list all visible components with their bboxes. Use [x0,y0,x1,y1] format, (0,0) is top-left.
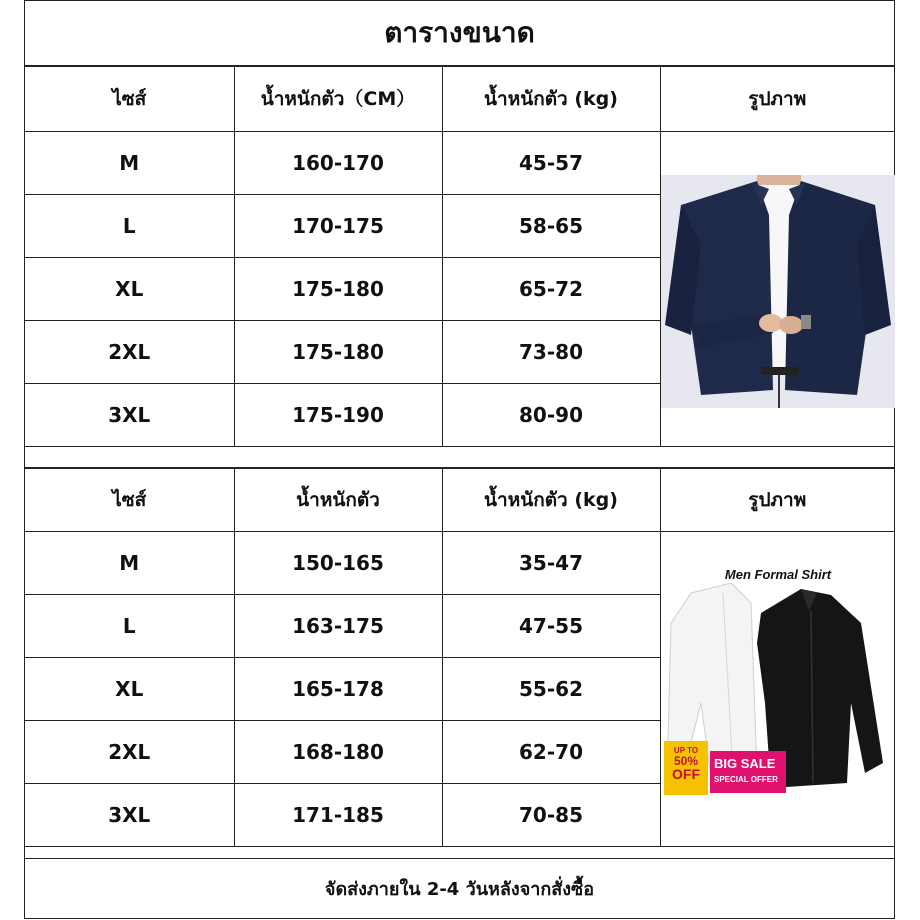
height-cell: 165-178 [234,658,442,721]
height-cell: 160-170 [234,132,442,195]
weight-cell: 58-65 [442,195,660,258]
sale-subtitle: SPECIAL OFFER [714,775,778,784]
badge-up-to: UP TO [673,746,699,755]
shirt-caption: Men Formal Shirt [724,567,832,582]
discount-badge [664,741,708,795]
sale-title: BIG SALE [714,756,776,771]
weight-cell: 73-80 [442,321,660,384]
weight-cell: 47-55 [442,595,660,658]
height-cell: 163-175 [234,595,442,658]
size-cell: 2XL [25,321,234,384]
weight-cell: 80-90 [442,384,660,447]
size-cell: 3XL [25,784,234,847]
size-cell: 2XL [25,721,234,784]
badge-percent: 50% [673,754,699,768]
height-cell: 175-190 [234,384,442,447]
size-cell: M [25,132,234,195]
header-size: ไซส์ [25,469,234,532]
shipping-note: จัดส่งภายใน 2-4 วันหลังจากสั่งซื้อ [25,858,894,918]
size-cell: 3XL [25,384,234,447]
size-cell: L [25,195,234,258]
header-weight: น้ำหนักตัว (kg) [442,67,660,132]
header-height: น้ำหนักตัว（CM） [234,67,442,132]
header-image: รูปภาพ [660,469,894,532]
weight-cell: 62-70 [442,721,660,784]
header-weight: น้ำหนักตัว (kg) [442,469,660,532]
badge-off: OFF [672,766,700,782]
height-cell: 168-180 [234,721,442,784]
size-cell: XL [25,658,234,721]
shirt-product-image [661,565,895,799]
weight-cell: 70-85 [442,784,660,847]
page-title: ตารางขนาด [25,1,894,66]
height-cell: 170-175 [234,195,442,258]
weight-cell: 35-47 [442,532,660,595]
size-cell: L [25,595,234,658]
height-cell: 175-180 [234,258,442,321]
header-height: น้ำหนักตัว [234,469,442,532]
weight-cell: 55-62 [442,658,660,721]
height-cell: 150-165 [234,532,442,595]
height-cell: 171-185 [234,784,442,847]
jacket-product-image [661,175,895,408]
header-size: ไซส์ [25,67,234,132]
header-image: รูปภาพ [660,67,894,132]
size-cell: M [25,532,234,595]
height-cell: 175-180 [234,321,442,384]
table-separator [25,456,894,468]
weight-cell: 45-57 [442,132,660,195]
size-cell: XL [25,258,234,321]
weight-cell: 65-72 [442,258,660,321]
sale-banner [710,751,786,793]
